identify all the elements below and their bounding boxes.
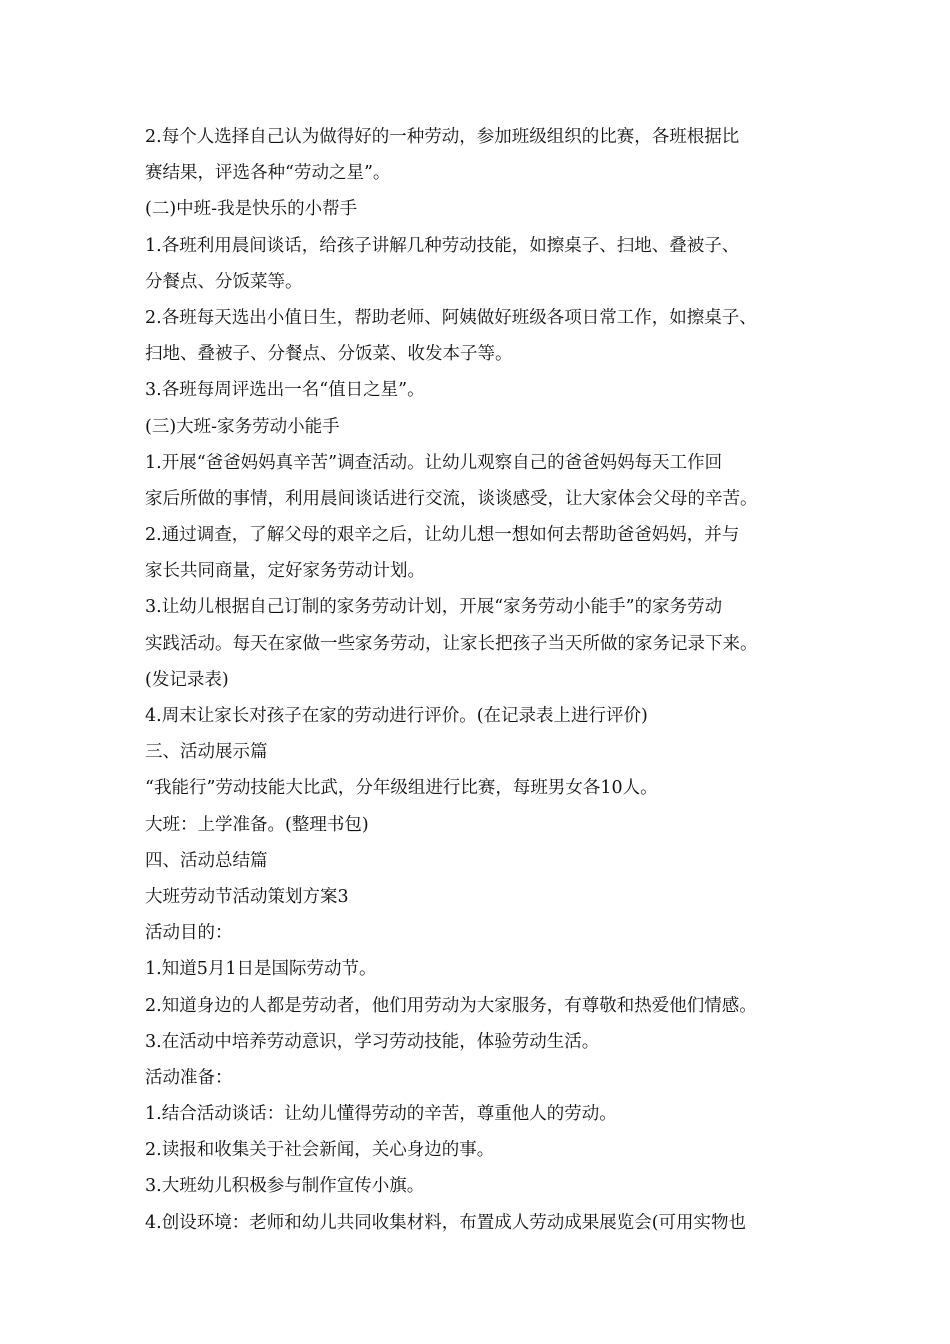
text-line: 赛结果，评选各种“劳动之星”。 [145,163,391,184]
text-line: 1.知道5月1日是国际劳动节。 [145,959,377,980]
text-line: (发记录表) [145,669,229,690]
text-line: 3.让幼儿根据自己订制的家务劳动计划，开展“家务劳动小能手”的家务劳动 [145,597,723,618]
text-line: 家后所做的事情，利用晨间谈话进行交流，谈谈感受，让大家体会父母的辛苦。 [145,488,758,509]
text-line: 2.每个人选择自己认为做得好的一种劳动，参加班级组织的比赛，各班根据比 [145,127,740,147]
text-line: 2.各班每天选出小值日生，帮助老师、阿姨做好班级各项日常工作，如擦桌子、 [145,307,757,328]
text-line: 扫地、叠被子、分餐点、分饭菜、收发本子等。 [145,344,513,365]
document-body [145,119,835,1241]
text-line: 4.周末让家长对孩子在家的劳动进行评价。(在记录表上进行评价) [145,706,648,726]
text-line: 2.知道身边的人都是劳动者，他们用劳动为大家服务，有尊敬和热爱他们情感。 [145,995,757,1016]
section-heading: (二)中班-我是快乐的小帮手 [145,199,358,220]
text-line: 3.在活动中培养劳动意识，学习劳动技能，体验劳动生活。 [145,1031,600,1052]
text-line: 分餐点、分饭菜等。 [145,271,303,292]
text-line: “我能行”劳动技能大比武，分年级组进行比赛，每班男女各10人。 [145,778,658,799]
text-line: 1.各班利用晨间谈话，给孩子讲解几种劳动技能，如擦桌子、扫地、叠被子、 [145,235,740,256]
section-heading: 活动目的： [145,923,233,944]
text-line: 3.各班每周评选出一名“值日之星”。 [145,380,425,401]
text-line: 大班：上学准备。(整理书包) [145,814,369,835]
document-subtitle: 大班劳动节活动策划方案3 [145,886,349,907]
text-line: 3.大班幼儿积极参与制作宣传小旗。 [145,1176,425,1197]
section-heading: (三)大班-家务劳动小能手 [145,416,340,437]
text-line: 1.开展“爸爸妈妈真辛苦”调查活动。让幼儿观察自己的爸爸妈妈每天工作回 [145,452,723,473]
text-line: 2.读报和收集关于社会新闻，关心身边的事。 [145,1140,495,1161]
text-line: 实践活动。每天在家做一些家务劳动，让家长把孩子当天所做的家务记录下来。 [145,633,758,654]
section-heading: 四、活动总结篇 [145,850,268,871]
section-heading: 三、活动展示篇 [145,742,268,763]
section-heading: 活动准备： [145,1067,233,1088]
text-line: 2.通过调查，了解父母的艰辛之后，让幼儿想一想如何去帮助爸爸妈妈，并与 [145,525,740,546]
text-line: 4.创设环境：老师和幼儿共同收集材料，布置成人劳动成果展览会(可用实物也 [145,1212,747,1233]
text-line: 1.结合活动谈话：让幼儿懂得劳动的辛苦，尊重他人的劳动。 [145,1104,617,1125]
text-line: 家长共同商量，定好家务劳动计划。 [145,561,425,582]
